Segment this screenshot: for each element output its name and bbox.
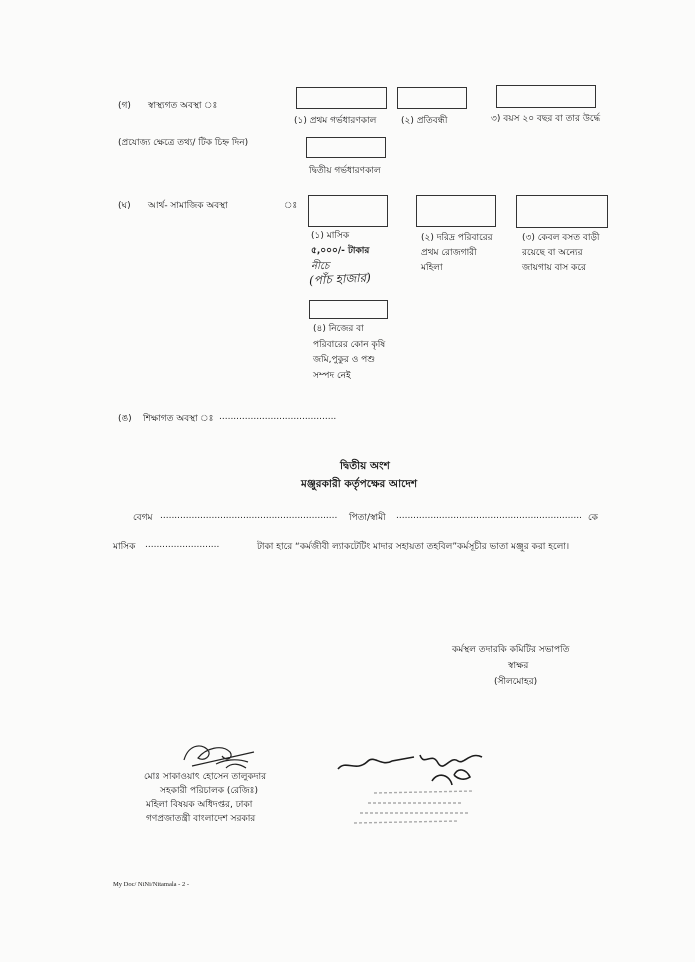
right-signature-seal: [334, 745, 494, 835]
signatory-left-name: মোঃ সাকাওয়াৎ হোসেন তালুকদার: [144, 772, 267, 782]
section-g-label: (গ): [118, 101, 131, 111]
part2-subtitle: মঞ্জুরকারী কর্তৃপক্ষের আদেশ: [301, 478, 418, 490]
begum-dots: ..............................................................: [160, 511, 338, 521]
opt1-handwritten-amount: (পাঁচ হাজার): [308, 270, 372, 288]
signatory-left-office: মহিলা বিষয়ক অধিদপ্তর, ঢাকা: [146, 800, 253, 810]
left-signature: [178, 738, 260, 772]
section-ng-dots: .........................................: [219, 412, 337, 422]
committee-signature: স্বাক্ষর: [508, 661, 529, 671]
monthly-label: মাসিক: [113, 542, 136, 552]
section-ng-label: (ঙ): [118, 414, 132, 424]
opt2-label: (২) দরিদ্র পরিবারের প্রথম রোজগারী মহিলা: [421, 233, 493, 273]
part2-title: দ্বিতীয় অংশ: [340, 460, 390, 472]
checkbox-homestead-only[interactable]: [516, 195, 608, 228]
opt1-line1: (১) মাসিক: [311, 231, 350, 241]
footer-path: My Doc/ NiNi/Nitamala - 2 -: [113, 881, 189, 888]
option-first-pregnancy-label: (১) প্রথম গর্ভধারণকাল: [294, 116, 377, 126]
committee-seal: (সীলমোহর): [494, 677, 538, 687]
ke-label: কে: [588, 513, 598, 523]
committee-chair: কর্মস্থল তদারকি কমিটির সভাপতি: [452, 645, 570, 655]
option-disabled-label: (২) প্রতিবন্ধী: [401, 116, 448, 126]
father-label: পিতা/স্বামী: [349, 513, 386, 523]
father-dots: .................................................................: [396, 511, 582, 521]
opt3-label: (৩) কেবল বসত বাড়ী রয়েছে বা অন্যের জায়গায় বাস করে: [522, 233, 600, 273]
monthly-dots: ..........................: [145, 540, 220, 550]
begum-label: বেগম: [133, 513, 153, 523]
section-gh-label: (ঘ): [118, 201, 131, 211]
opt4-label: (৪) নিজের বা পরিবারের কোন কৃষি জমি,পুকুর ও পশু সম্পদ নেই: [313, 324, 386, 381]
section-gh-colon: ঃ: [284, 201, 298, 211]
section-g-title: স্বাস্থ্যগত অবস্থা ঃ: [148, 101, 218, 111]
checkbox-income-below-5000[interactable]: [308, 195, 388, 227]
section-g-note: (প্রযোজ্য ক্ষেত্রে তথ্য/ টিক চিহ্ন দিন): [118, 138, 249, 148]
signatory-left-designation: সহকারী পরিচালক (রেজিঃ): [160, 786, 258, 796]
opt1-line2: ৫,০০০/- টাকার: [311, 246, 370, 256]
section-ng-title: শিক্ষাগত অবস্থা ঃ: [143, 414, 214, 424]
checkbox-poor-family-earner[interactable]: [416, 195, 496, 227]
option-second-pregnancy-label: দ্বিতীয় গর্ভধারণকাল: [309, 166, 381, 176]
checkbox-no-property[interactable]: [309, 300, 388, 319]
opt1-line3: নীচে: [311, 261, 330, 272]
checkbox-age-20[interactable]: [496, 85, 596, 108]
checkbox-disabled[interactable]: [397, 87, 467, 109]
checkbox-first-pregnancy[interactable]: [296, 87, 387, 109]
signatory-left-govt: গণপ্রজাতন্ত্রী বাংলাদেশ সরকার: [146, 814, 256, 824]
order-sentence: টাকা হারে “কর্মজীবী ল্যাকটেটিং মাদার সহায়তা তহবিল”কর্মসূচীর ভাতা মঞ্জুর করা হলো।: [257, 542, 570, 552]
checkbox-second-pregnancy[interactable]: [306, 137, 386, 158]
option-age-20-label: ৩) বয়স ২০ বছর বা তার উর্দ্ধে: [491, 114, 601, 124]
section-gh-title: আর্থ- সামাজিক অবস্থা: [148, 201, 228, 211]
